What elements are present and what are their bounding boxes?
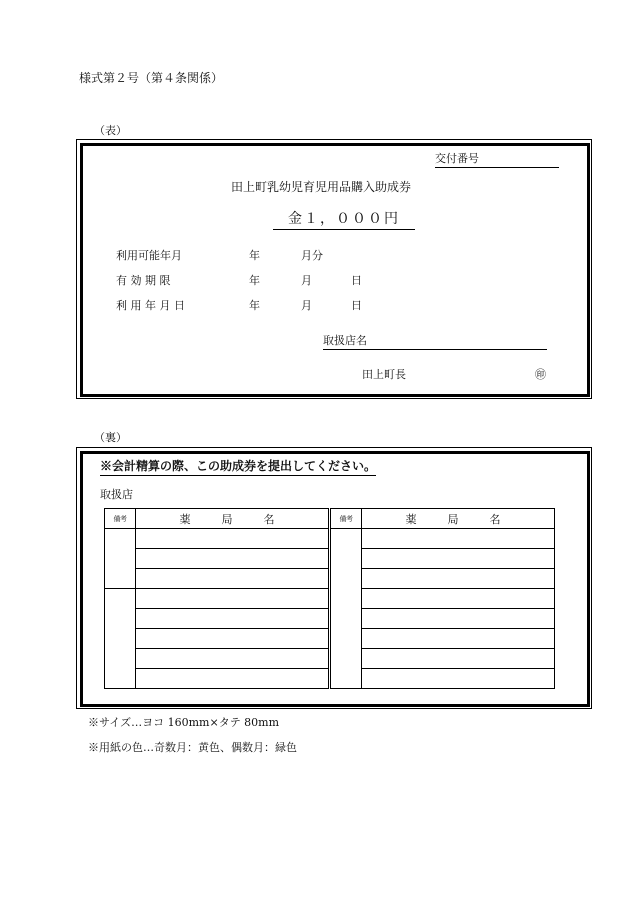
remarks-cell — [331, 529, 362, 689]
voucher-title: 田上町乳幼児育児用品購入助成券 — [231, 180, 412, 194]
column-header-remarks: 備考 — [105, 509, 136, 529]
column-header-pharmacy — [136, 509, 329, 529]
table-header-row — [105, 509, 329, 529]
handling-store-heading: 取扱店 — [100, 488, 133, 501]
pharmacy-cell — [136, 569, 329, 589]
table-row — [331, 549, 555, 569]
pharmacy-table-left — [104, 508, 329, 689]
row-available-month-month: 月分 — [301, 249, 323, 262]
store-name-label: 取扱店名 — [323, 334, 367, 347]
mayor-title: 田上町長 — [362, 368, 406, 381]
pharmacy-cell — [362, 629, 555, 649]
table-row — [105, 609, 329, 629]
front-side-label: （表） — [94, 124, 127, 137]
row-expiry-day: 日 — [351, 274, 362, 287]
table-row — [331, 609, 555, 629]
table-row — [331, 649, 555, 669]
table-row — [105, 669, 329, 689]
table-row — [105, 589, 329, 609]
paper-color-note: ※用紙の色…奇数月：黄色、偶数月：緑色 — [88, 741, 297, 754]
pharmacy-cell — [362, 529, 555, 549]
row-use-date-year: 年 — [249, 299, 260, 312]
row-available-month-year: 年 — [249, 249, 260, 262]
back-side-label: （裏） — [94, 431, 127, 444]
row-use-date-label: 利 用 年 月 日 — [116, 299, 185, 312]
submit-notice: ※会計精算の際、この助成券を提出してください。 — [100, 459, 376, 476]
serial-number-field — [435, 152, 559, 168]
pharmacy-cell — [136, 529, 329, 549]
serial-number-label: 交付番号 — [435, 152, 479, 165]
row-available-month-label: 利用可能年月 — [116, 249, 182, 262]
column-header-remarks: 備考 — [331, 509, 362, 529]
pharmacy-name-header: 薬 局 名 — [179, 512, 285, 526]
table-row — [331, 629, 555, 649]
pharmacy-name-header: 薬 局 名 — [405, 512, 511, 526]
pharmacy-cell — [362, 649, 555, 669]
table-row — [331, 589, 555, 609]
row-expiry-month: 月 — [301, 274, 312, 287]
form-number: 様式第２号（第４条関係） — [79, 71, 224, 85]
row-expiry-label: 有 効 期 限 — [116, 274, 171, 287]
row-use-date-month: 月 — [301, 299, 312, 312]
remarks-cell — [105, 529, 136, 589]
table-row — [331, 529, 555, 549]
pharmacy-cell — [362, 669, 555, 689]
row-expiry-year: 年 — [249, 274, 260, 287]
size-note: ※サイズ…ヨコ 160mm×タテ 80mm — [88, 716, 280, 729]
pharmacy-cell — [136, 609, 329, 629]
table-row — [331, 569, 555, 589]
pharmacy-cell — [362, 589, 555, 609]
table-row — [105, 649, 329, 669]
pharmacy-cell — [362, 569, 555, 589]
pharmacy-cell — [136, 669, 329, 689]
table-header-row — [331, 509, 555, 529]
voucher-amount: 金１，０００円 — [273, 210, 415, 230]
pharmacy-cell — [362, 609, 555, 629]
pharmacy-cell — [136, 589, 329, 609]
seal-mark: ㊞ — [535, 368, 546, 381]
table-row — [105, 569, 329, 589]
pharmacy-cell — [136, 649, 329, 669]
pharmacy-cell — [136, 549, 329, 569]
column-header-pharmacy — [362, 509, 555, 529]
row-use-date-day: 日 — [351, 299, 362, 312]
back-card — [80, 451, 590, 707]
table-row — [105, 629, 329, 649]
table-row — [331, 669, 555, 689]
table-row — [105, 549, 329, 569]
table-row — [105, 529, 329, 549]
store-name-field — [323, 334, 547, 350]
remarks-cell — [105, 589, 136, 689]
pharmacy-table-right — [330, 508, 555, 689]
pharmacy-cell — [362, 549, 555, 569]
front-card — [80, 143, 590, 397]
pharmacy-cell — [136, 629, 329, 649]
